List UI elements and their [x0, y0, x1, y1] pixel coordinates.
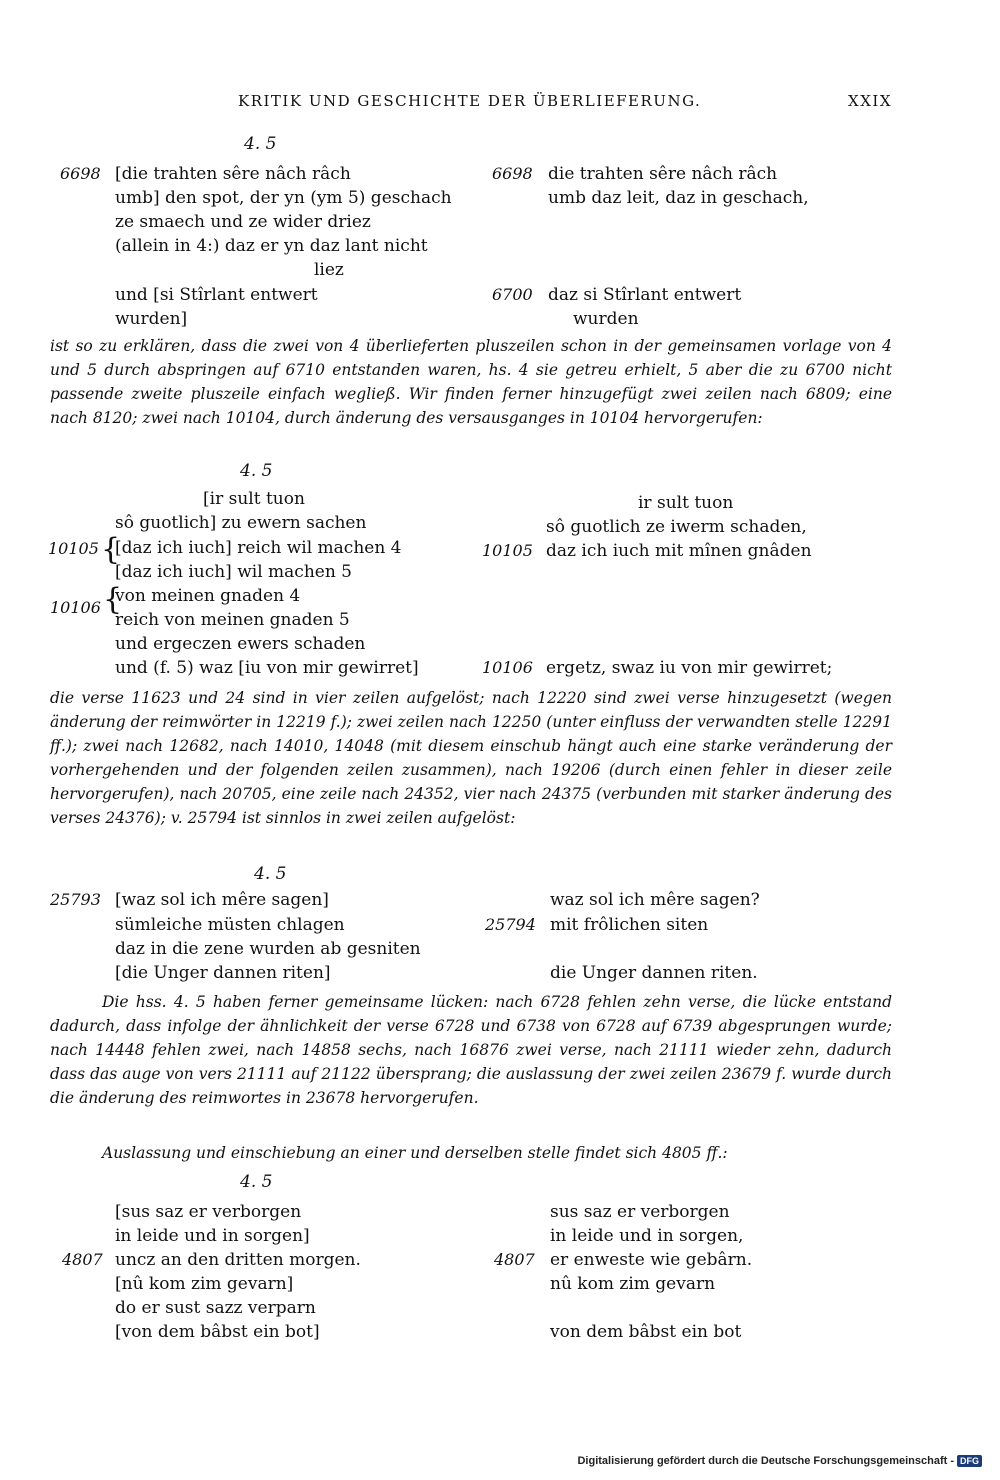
- brace-icon: {: [103, 582, 123, 617]
- left-verse-line: daz in die zene wurden ab gesniten: [115, 939, 421, 959]
- verse-number: 4807: [62, 1250, 103, 1269]
- right-verse-line: mit frôlichen siten: [550, 915, 709, 935]
- verse-number: 25794: [485, 915, 536, 934]
- brace-icon: {: [101, 532, 121, 567]
- right-verse-line: er enweste wie gebârn.: [550, 1250, 753, 1270]
- left-verse-line: sô guotlich] zu ewern sachen: [115, 513, 367, 533]
- right-verse-line: waz sol ich mêre sagen?: [550, 890, 760, 910]
- right-verse-line: sus saz er verborgen: [550, 1202, 730, 1222]
- right-verse-line: umb daz leit, daz in geschach,: [548, 188, 809, 208]
- left-verse-line: wurden]: [115, 309, 188, 329]
- page-number: XXIX: [848, 92, 892, 110]
- left-verse-line: do er sust sazz verparn: [115, 1298, 316, 1318]
- left-verse-line: [die trahten sêre nâch râch: [115, 164, 351, 184]
- verse-number: 10105: [48, 539, 99, 558]
- left-verse-line: und ergeczen ewers schaden: [115, 634, 366, 654]
- left-verse-line: [sus saz er verborgen: [115, 1202, 302, 1222]
- left-verse-line: umb] den spot, der yn (ym 5) geschach: [115, 188, 452, 208]
- left-verse-line: von meinen gnaden 4: [115, 586, 301, 606]
- left-verse-line: sümleiche müsten chlagen: [115, 915, 345, 935]
- right-verse-line: in leide und in sorgen,: [550, 1226, 744, 1246]
- verse-number: 6700: [492, 285, 533, 304]
- siglum: 4. 5: [240, 461, 273, 481]
- left-verse-line: uncz an den dritten morgen.: [115, 1250, 361, 1270]
- left-verse-line: in leide und in sorgen]: [115, 1226, 310, 1246]
- right-verse-line: ir sult tuon: [638, 493, 734, 513]
- left-verse-line: reich von meinen gnaden 5: [115, 610, 350, 630]
- siglum: 4. 5: [244, 134, 277, 154]
- digitization-footer: [577, 1455, 982, 1467]
- left-verse-line: und [si Stîrlant entwert: [115, 285, 318, 305]
- right-verse-line: die trahten sêre nâch râch: [548, 164, 778, 184]
- verse-number: 25793: [50, 890, 101, 909]
- left-verse-line: [von dem bâbst ein bot]: [115, 1322, 320, 1342]
- right-verse-line: sô guotlich ze iwerm schaden,: [546, 517, 807, 537]
- verse-number: 10106: [50, 598, 101, 617]
- right-verse-line: nû kom zim gevarn: [550, 1274, 716, 1294]
- left-verse-line: [nû kom zim gevarn]: [115, 1274, 294, 1294]
- dfg-logo-icon: DFG: [957, 1455, 982, 1467]
- verse-number: 10105: [482, 541, 533, 560]
- body-paragraph: Die hss. 4. 5 haben ferner gemeinsame lücken: nach 6728 fehlen zehn verse, die lücke entstand dadurch, dass infolge der ähnlichkeit der verse 6728 und 6738 von 6728 auf 6739 abgesprungen wurde; nach 14448 fehlen zwei, nach 14858 sechs, nach 16876 zwei verse, nach 21111 wieder zehn, dadurch dass das auge von vers 21111 auf 21122 übersprang; die auslassung der zwei zeilen 23679 f. wurde durch die änderung des reimwortes in 23678 hervorgerufen.: [50, 993, 892, 1108]
- left-verse-line: und (f. 5) waz [iu von mir gewirret]: [115, 658, 419, 678]
- header-title: KRITIK UND GESCHICHTE DER ÜBERLIEFERUNG.: [238, 92, 702, 110]
- left-verse-line: [waz sol ich mêre sagen]: [115, 890, 329, 910]
- verse-number: 4807: [494, 1250, 535, 1269]
- left-verse-line: [daz ich iuch] reich wil machen 4: [115, 538, 402, 558]
- footer-text: Digitalisierung gefördert durch die Deutsche Forschungsgemeinschaft -: [577, 1455, 954, 1467]
- right-verse-line: daz si Stîrlant entwert: [548, 285, 742, 305]
- left-verse-line: [die Unger dannen riten]: [115, 963, 331, 983]
- right-verse-line: wurden: [573, 309, 639, 329]
- left-verse-line: liez: [314, 260, 344, 280]
- left-verse-line: [ir sult tuon: [203, 489, 305, 509]
- left-verse-line: (allein in 4:) daz er yn daz lant nicht: [115, 236, 428, 256]
- left-verse-line: [daz ich iuch] wil machen 5: [115, 562, 352, 582]
- siglum: 4. 5: [240, 1172, 273, 1192]
- verse-number: 6698: [492, 164, 533, 183]
- body-paragraph: Auslassung und einschiebung an einer und derselben stelle findet sich 4805 ff.:: [102, 1144, 728, 1162]
- right-verse-line: von dem bâbst ein bot: [550, 1322, 742, 1342]
- verse-number: 10106: [482, 658, 533, 677]
- right-verse-line: die Unger dannen riten.: [550, 963, 758, 983]
- running-header: [0, 92, 1000, 114]
- siglum: 4. 5: [254, 864, 287, 884]
- verse-number: 6698: [60, 164, 101, 183]
- left-verse-line: ze smaech und ze wider driez: [115, 212, 371, 232]
- body-paragraph: die verse 11623 und 24 sind in vier zeilen aufgelöst; nach 12220 sind zwei verse hinzugesetzt (wegen änderung der reimwörter in 12219 f.); zwei zeilen nach 12250 (unter einfluss der verwandten stelle 12291 ff.); zwei nach 12682, nach 14010, 14048 (mit diesem einschub hängt auch eine starke veränderung der vorhergehenden und der folgenden zeilen zusammen), nach 19206 (durch einen fehler in dieser zeile hervorgerufen), nach 20705, eine zeile nach 24352, vier nach 24375 (verbunden mit starker änderung des verses 24376); v. 25794 ist sinnlos in zwei zeilen aufgelöst:: [50, 689, 892, 828]
- body-paragraph: ist so zu erklären, dass die zwei von 4 überlieferten pluszeilen schon in der gemeinsamen vorlage von 4 und 5 durch abspringen auf 6710 entstanden waren, hs. 4 sie getreu erhielt, 5 aber die zu 6700 nicht passende zweite pluszeile einfach wegließ. Wir finden ferner hinzugefügt zwei zeilen nach 6809; eine nach 8120; zwei nach 10104, durch änderung des versausganges in 10104 hervorgerufen:: [50, 337, 892, 428]
- right-verse-line: ergetz, swaz iu von mir gewirret;: [546, 658, 833, 678]
- right-verse-line: daz ich iuch mit mînen gnâden: [546, 541, 812, 561]
